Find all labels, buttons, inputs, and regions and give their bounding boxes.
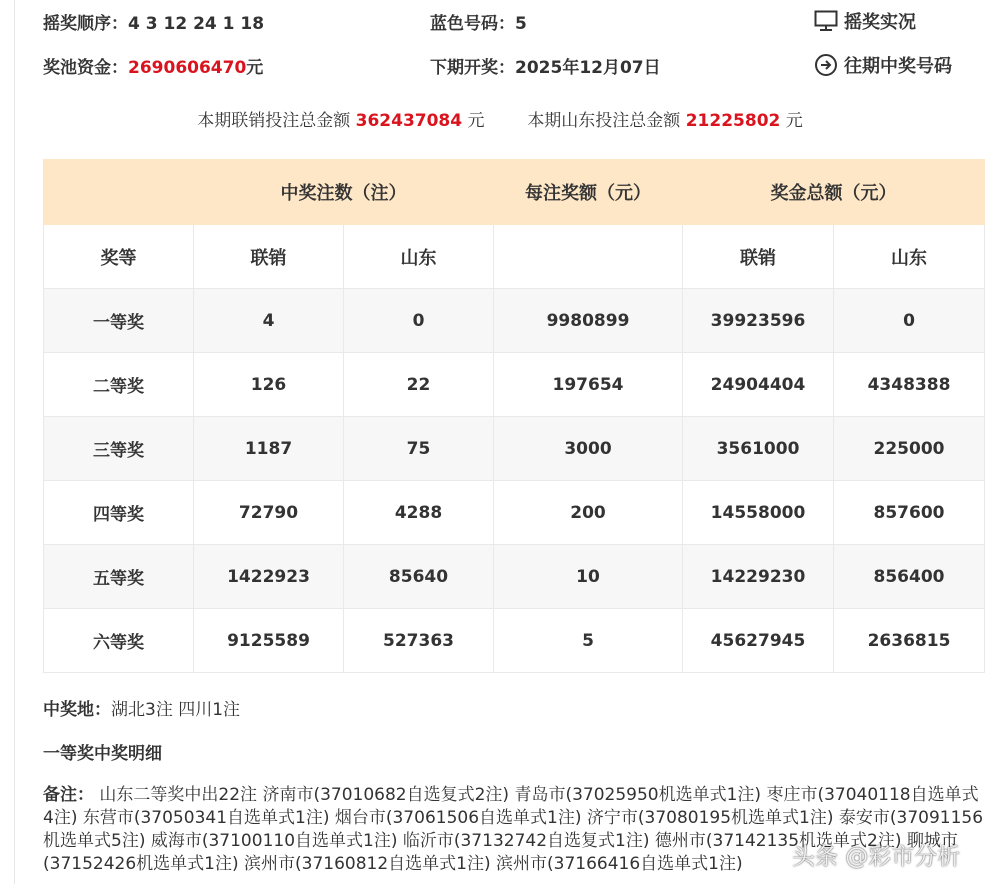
prize-level: 一等奖 — [44, 289, 194, 353]
total-shandong: 225000 — [834, 417, 985, 481]
joint-winners: 1187 — [194, 417, 344, 481]
table-row — [44, 545, 985, 609]
table-row — [44, 481, 985, 545]
total-shandong: 856400 — [834, 545, 985, 609]
winning-place: 中奖地：湖北3注 四川1注 — [43, 700, 241, 720]
table-header-row — [44, 160, 985, 225]
header-level: 奖等 — [44, 225, 194, 289]
arrow-circle-right-icon — [814, 53, 838, 77]
shandong-winners: 0 — [344, 289, 494, 353]
prize-level: 三等奖 — [44, 417, 194, 481]
joint-winners: 1422923 — [194, 545, 344, 609]
live-draw-link[interactable] — [814, 8, 916, 34]
watermark: 头条 @彩市分析 — [792, 844, 961, 870]
table-row — [44, 353, 985, 417]
blue-number: 蓝色号码：5 — [430, 14, 527, 34]
per-prize: 5 — [494, 609, 683, 673]
shandong-winners: 75 — [344, 417, 494, 481]
total-joint: 14558000 — [683, 481, 834, 545]
next-draw: 下期开奖：2025年12月07日 — [430, 58, 661, 78]
prize-table — [43, 159, 985, 673]
total-joint: 24904404 — [683, 353, 834, 417]
draw-order: 摇奖顺序：4 3 12 24 1 18 — [43, 14, 265, 34]
joint-sales-amount: 362437084 — [355, 111, 463, 131]
prize-level: 四等奖 — [44, 481, 194, 545]
joint-winners: 9125589 — [194, 609, 344, 673]
prize-level: 二等奖 — [44, 353, 194, 417]
joint-winners: 72790 — [194, 481, 344, 545]
total-joint: 45627945 — [683, 609, 834, 673]
total-joint: 14229230 — [683, 545, 834, 609]
table-row — [44, 609, 985, 673]
history-numbers-link[interactable] — [814, 52, 952, 78]
prize-level: 五等奖 — [44, 545, 194, 609]
per-prize: 200 — [494, 481, 683, 545]
table-row — [44, 417, 985, 481]
per-prize: 3000 — [494, 417, 683, 481]
subheader-joint: 联销 — [194, 225, 344, 289]
joint-winners: 4 — [194, 289, 344, 353]
history-numbers-link-label[interactable]: 往期中奖号码 — [844, 56, 952, 77]
total-shandong: 0 — [834, 289, 985, 353]
subheader-total-shandong: 山东 — [834, 225, 985, 289]
subheader-blank — [494, 225, 683, 289]
total-joint: 3561000 — [683, 417, 834, 481]
subheader-total-joint: 联销 — [683, 225, 834, 289]
prize-level: 六等奖 — [44, 609, 194, 673]
total-shandong: 4348388 — [834, 353, 985, 417]
table-row — [44, 289, 985, 353]
shandong-winners: 4288 — [344, 481, 494, 545]
shandong-sales-amount: 21225802 — [685, 111, 781, 131]
sales-summary: 本期联销投注总金额 362437084 元 本期山东投注总金额 21225802 元 — [197, 111, 803, 131]
left-divider — [14, 0, 15, 884]
total-shandong: 857600 — [834, 481, 985, 545]
per-prize: 10 — [494, 545, 683, 609]
shandong-winners: 527363 — [344, 609, 494, 673]
subheader-shandong: 山东 — [344, 225, 494, 289]
joint-winners: 126 — [194, 353, 344, 417]
header-winners: 中奖注数（注） — [194, 160, 494, 225]
prize-pool-amount: 2690606470 — [128, 58, 247, 78]
prize-pool: 奖池资金：2690606470元 — [43, 58, 264, 78]
per-prize: 9980899 — [494, 289, 683, 353]
table-subheader-row — [44, 225, 985, 289]
live-draw-link-label[interactable]: 摇奖实况 — [844, 12, 916, 33]
header-per-prize: 每注奖额（元） — [494, 160, 683, 225]
shandong-winners: 85640 — [344, 545, 494, 609]
header-total-prize: 奖金总额（元） — [683, 160, 985, 225]
first-prize-detail-heading: 一等奖中奖明细 — [43, 744, 162, 764]
monitor-icon — [814, 10, 838, 32]
remark: 备注： 山东二等奖中出22注 济南市(37010682自选复式2注) 青岛市(37025950机选单式1注) 枣庄市(37040118自选单式4注) 东营市(37050341自选单式1注) 烟台市(37061506自选单式1注) 济宁市(37080195机选单式1注) 泰安市(37091156机选单式5注) 威海市(37100110自选单式1注) 临沂市(37132742自选复式1注) 德州市(37142135机选单式2注) 聊城市(37152426机选单式1注) 滨州市(37160812自选单式1注) 滨州市(37166416自选单式1注) — [43, 785, 984, 874]
shandong-winners: 22 — [344, 353, 494, 417]
total-shandong: 2636815 — [834, 609, 985, 673]
total-joint: 39923596 — [683, 289, 834, 353]
header-blank — [44, 160, 194, 225]
per-prize: 197654 — [494, 353, 683, 417]
